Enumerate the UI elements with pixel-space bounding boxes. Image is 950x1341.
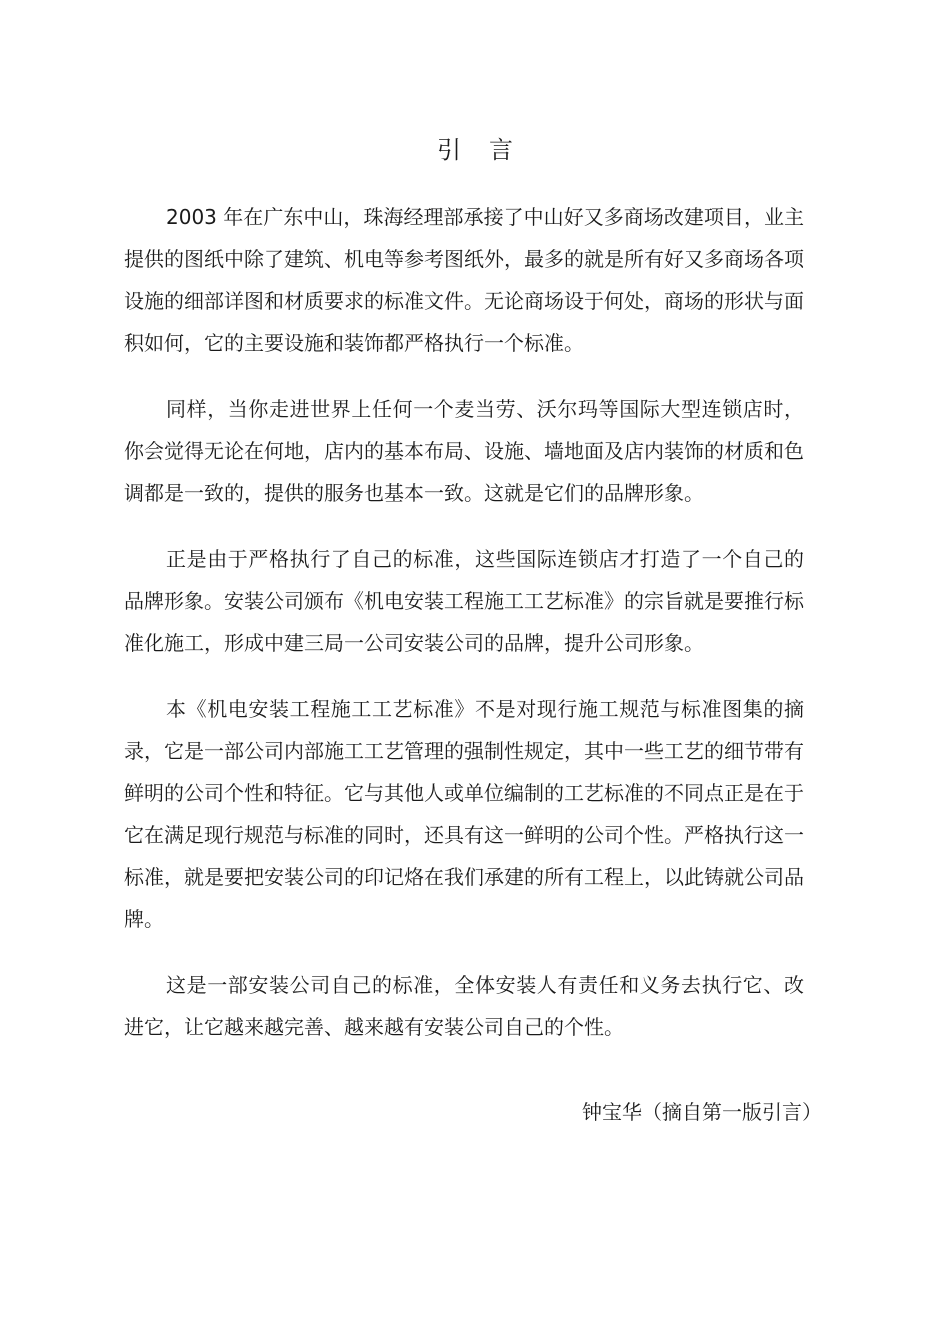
paragraph-2: 同样，当你走进世界上任何一个麦当劳、沃尔玛等国际大型连锁店时，你会觉得无论在何地，店内的基本布局、设施、墙地面及店内装饰的材质和色调都是一致的，提供的服务也基本一致。这就是它们的品牌形象。 — [124, 397, 804, 505]
body-text — [124, 196, 804, 1072]
paragraph-1: 2003 年在广东中山，珠海经理部承接了中山好又多商场改建项目，业主提供的图纸中除了建筑、机电等参考图纸外，最多的就是所有好又多商场各项设施的细部详图和材质要求的标准文件。无论商场设于何处，商场的形状与面积如何，它的主要设施和装饰都严格执行一个标准。 — [124, 205, 804, 355]
paragraph-5: 这是一部安装公司自己的标准，全体安装人有责任和义务去执行它、改进它，让它越来越完善、越来越有安装公司自己的个性。 — [124, 973, 804, 1039]
paragraph-3: 正是由于严格执行了自己的标准，这些国际连锁店才打造了一个自己的品牌形象。安装公司颁布《机电安装工程施工工艺标准》的宗旨就是要推行标准化施工，形成中建三局一公司安装公司的品牌，提升公司形象。 — [124, 547, 804, 655]
paragraph-4: 本《机电安装工程施工工艺标准》不是对现行施工规范与标准图集的摘录，它是一部公司内部施工工艺管理的强制性规定，其中一些工艺的细节带有鲜明的公司个性和特征。它与其他人或单位编制的工艺标准的不同点正是在于它在满足现行规范与标准的同时，还具有这一鲜明的公司个性。严格执行这一标准，就是要把安装公司的印记烙在我们承建的所有工程上，以此铸就公司品牌。 — [124, 697, 804, 931]
page-title: 引言 — [437, 136, 541, 164]
signature: 钟宝华（摘自第一版引言） — [582, 1100, 822, 1124]
